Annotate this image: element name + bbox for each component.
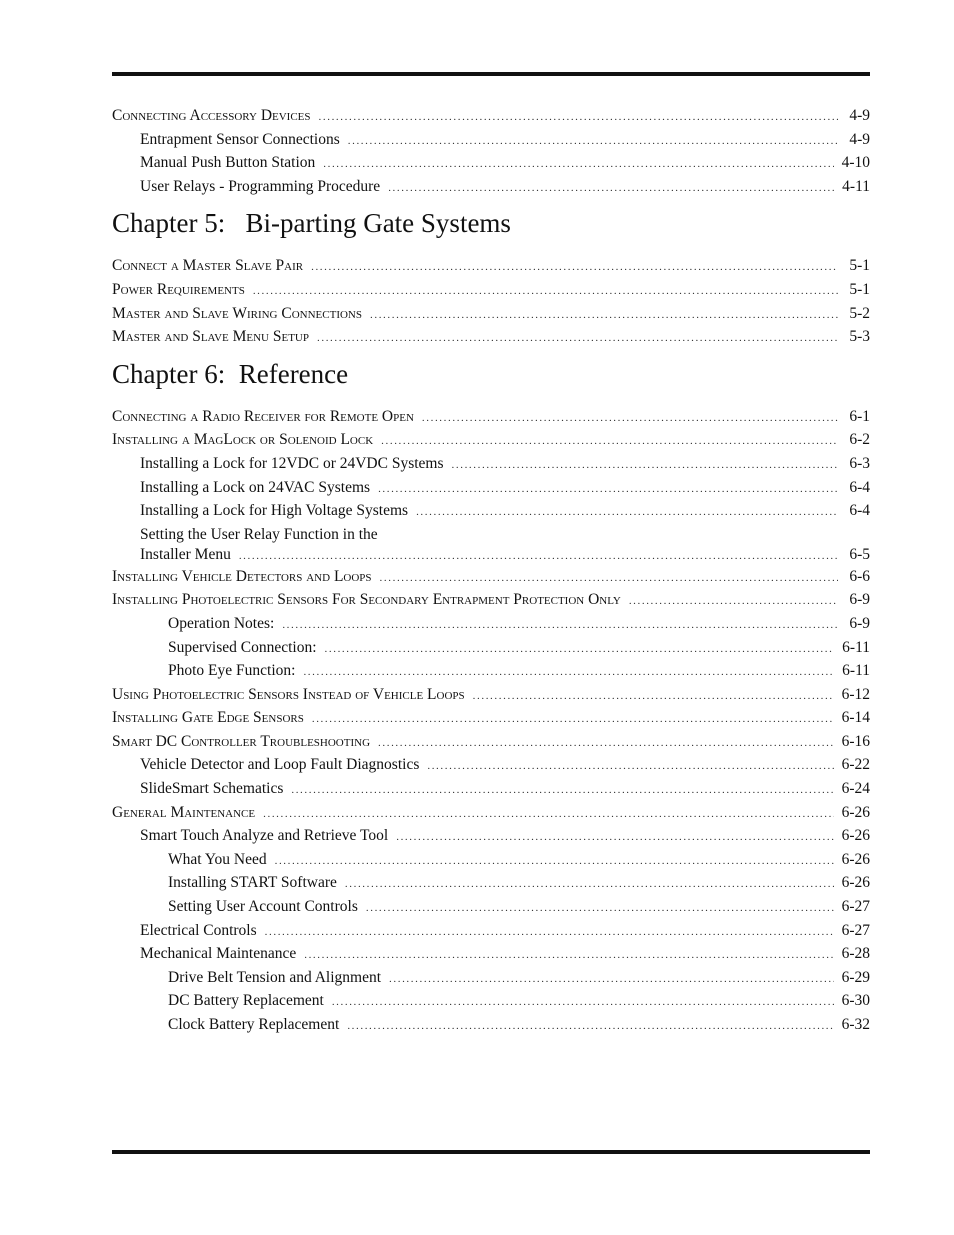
toc-entry-title: Power Requirements bbox=[112, 280, 245, 298]
toc-entry[interactable] bbox=[112, 304, 870, 328]
dot-leader bbox=[253, 281, 838, 301]
toc-entry[interactable] bbox=[112, 153, 870, 177]
toc-entry[interactable] bbox=[112, 921, 870, 945]
toc-entry[interactable] bbox=[112, 567, 870, 591]
dot-leader bbox=[396, 827, 833, 847]
dot-leader bbox=[317, 328, 838, 348]
dot-leader bbox=[427, 756, 833, 776]
toc-entry[interactable] bbox=[112, 614, 870, 638]
toc-entry-title: DC Battery Replacement bbox=[168, 992, 324, 1010]
toc-entry-title: Operation Notes: bbox=[168, 614, 275, 632]
toc-entry-page: 6-16 bbox=[841, 732, 870, 750]
dot-leader bbox=[282, 615, 838, 635]
dot-leader bbox=[348, 131, 838, 151]
toc-entry[interactable] bbox=[112, 478, 870, 502]
toc-entry-title: Using Photoelectric Sensors Instead of Vehicle Loops bbox=[112, 685, 465, 703]
toc-entry[interactable] bbox=[112, 873, 870, 897]
toc-entry[interactable] bbox=[112, 732, 870, 756]
toc-entry[interactable] bbox=[112, 803, 870, 827]
toc-entry[interactable] bbox=[112, 968, 870, 992]
toc-entry-page: 5-1 bbox=[849, 257, 870, 275]
toc-entry[interactable] bbox=[112, 755, 870, 779]
toc-entry[interactable] bbox=[112, 944, 870, 968]
dot-leader bbox=[422, 408, 838, 428]
toc-entry-title: Installing a MagLock or Solenoid Lock bbox=[112, 431, 374, 449]
toc-entry-page: 6-9 bbox=[849, 614, 870, 632]
footer-rule bbox=[112, 1150, 870, 1154]
dot-leader bbox=[303, 662, 834, 682]
toc-entry[interactable] bbox=[112, 850, 870, 874]
toc-entry-title: What You Need bbox=[168, 850, 267, 868]
toc-entry-page: 6-26 bbox=[841, 803, 870, 821]
toc-entry-page: 5-1 bbox=[849, 280, 870, 298]
toc-entry[interactable] bbox=[112, 327, 870, 351]
toc-entry[interactable] bbox=[112, 1015, 870, 1039]
toc-entry[interactable] bbox=[112, 638, 870, 662]
toc-entry[interactable] bbox=[112, 280, 870, 304]
toc-entry-title: Manual Push Button Station bbox=[140, 154, 316, 172]
dot-leader bbox=[389, 969, 834, 989]
dot-leader bbox=[311, 257, 838, 277]
toc-entry-page: 6-28 bbox=[841, 945, 870, 963]
toc-entry-title: Entrapment Sensor Connections bbox=[140, 130, 340, 148]
toc-entry-page: 6-24 bbox=[841, 780, 870, 798]
toc-entry-page: 6-27 bbox=[841, 921, 870, 939]
toc-entry-page: 6-30 bbox=[841, 992, 870, 1010]
toc-entry-title: Installing a Lock for 12VDC or 24VDC Systems bbox=[140, 454, 444, 472]
toc-entry[interactable] bbox=[112, 106, 870, 130]
toc-entry[interactable] bbox=[112, 501, 870, 525]
toc-entry-page: 4-10 bbox=[841, 154, 870, 172]
toc-entry-title: Installing a Lock on 24VAC Systems bbox=[140, 478, 371, 496]
toc-entry[interactable] bbox=[112, 130, 870, 154]
toc-entry-page: 6-1 bbox=[849, 407, 870, 425]
toc-entry-title: Installing Photoelectric Sensors For Secondary Entrapment Protection Only bbox=[112, 591, 621, 609]
dot-leader bbox=[370, 305, 838, 325]
toc-entry-title: Mechanical Maintenance bbox=[140, 945, 297, 963]
toc-chapter-6-list-b bbox=[112, 567, 870, 1039]
table-of-contents bbox=[112, 106, 870, 1039]
dot-leader bbox=[388, 178, 834, 198]
toc-entry[interactable] bbox=[112, 708, 870, 732]
toc-entry[interactable] bbox=[112, 430, 870, 454]
toc-entry-title: Master and Slave Menu Setup bbox=[112, 328, 309, 346]
toc-entry-title: Connect a Master Slave Pair bbox=[112, 257, 304, 275]
toc-entry-page: 4-11 bbox=[842, 177, 870, 195]
toc-entry-title: Master and Slave Wiring Connections bbox=[112, 304, 362, 322]
toc-entry[interactable] bbox=[112, 779, 870, 803]
toc-entry[interactable] bbox=[112, 407, 870, 431]
toc-entry-title: SlideSmart Schematics bbox=[140, 780, 284, 798]
toc-entry-page: 6-27 bbox=[841, 898, 870, 916]
chapter-6-heading: Chapter 6: Reference bbox=[112, 358, 349, 389]
toc-entry-title: Electrical Controls bbox=[140, 921, 257, 939]
toc-entry-page: 6-22 bbox=[841, 756, 870, 774]
dot-leader bbox=[473, 686, 834, 706]
toc-entry-page: 4-9 bbox=[849, 130, 870, 148]
toc-entry[interactable] bbox=[112, 454, 870, 478]
toc-entry-page: 6-4 bbox=[849, 502, 870, 520]
toc-entry-title-line2: Installer Menu bbox=[140, 545, 231, 563]
toc-entry-title: Clock Battery Replacement bbox=[168, 1016, 340, 1033]
toc-entry[interactable] bbox=[112, 590, 870, 614]
toc-entry[interactable] bbox=[112, 525, 870, 567]
toc-entry-page: 6-29 bbox=[841, 968, 870, 986]
dot-leader bbox=[378, 479, 838, 499]
toc-entry-page: 6-9 bbox=[849, 591, 870, 609]
header-rule bbox=[112, 72, 870, 76]
toc-entry-title: Smart Touch Analyze and Retrieve Tool bbox=[140, 827, 389, 845]
toc-entry-title: Drive Belt Tension and Alignment bbox=[168, 968, 382, 986]
toc-entry-title: Supervised Connection: bbox=[168, 638, 317, 656]
dot-leader bbox=[325, 639, 835, 659]
toc-entry[interactable] bbox=[112, 991, 870, 1015]
toc-entry-page: 6-11 bbox=[842, 662, 870, 680]
toc-entry-page: 6-5 bbox=[849, 545, 870, 563]
toc-entry-title: Installing a Lock for High Voltage Systems bbox=[140, 502, 409, 520]
toc-entry-page: 6-6 bbox=[849, 567, 870, 585]
dot-leader bbox=[380, 568, 838, 588]
toc-entry-page: 6-32 bbox=[841, 1016, 870, 1033]
toc-entry-page: 6-11 bbox=[842, 638, 870, 656]
toc-entry-title: General Maintenance bbox=[112, 803, 256, 821]
dot-leader bbox=[332, 992, 834, 1012]
toc-entry[interactable] bbox=[112, 685, 870, 709]
toc-entry[interactable] bbox=[112, 256, 870, 280]
dot-leader bbox=[304, 945, 833, 965]
toc-entry-page: 6-14 bbox=[841, 709, 870, 727]
dot-leader bbox=[265, 922, 834, 942]
dot-leader bbox=[629, 591, 838, 611]
toc-entry-title-line1: Setting the User Relay Function in the bbox=[140, 525, 378, 543]
toc-entry-page: 6-26 bbox=[841, 827, 870, 845]
dot-leader bbox=[381, 431, 838, 451]
dot-leader bbox=[345, 874, 834, 894]
dot-leader bbox=[452, 455, 838, 475]
toc-entry[interactable] bbox=[112, 826, 870, 850]
dot-leader bbox=[263, 804, 833, 824]
dot-leader bbox=[347, 1016, 833, 1036]
toc-entry-page: 6-4 bbox=[849, 478, 870, 496]
toc-entry-title: Smart DC Controller Troubleshooting bbox=[112, 732, 371, 750]
toc-section-accessory bbox=[112, 106, 870, 200]
toc-entry-title: Vehicle Detector and Loop Fault Diagnostics bbox=[140, 756, 420, 774]
toc-entry-title: Installing Vehicle Detectors and Loops bbox=[112, 567, 372, 585]
toc-entry[interactable] bbox=[112, 177, 870, 201]
toc-entry-title: Installing START Software bbox=[168, 874, 337, 892]
toc-entry[interactable] bbox=[112, 897, 870, 921]
toc-entry-page: 6-26 bbox=[841, 850, 870, 868]
toc-entry-page: 6-12 bbox=[841, 685, 870, 703]
toc-entry-page: 5-2 bbox=[849, 304, 870, 322]
dot-leader bbox=[291, 780, 833, 800]
dot-leader bbox=[378, 733, 834, 753]
dot-leader bbox=[239, 546, 838, 566]
dot-leader bbox=[323, 154, 833, 174]
chapter-5-heading: Chapter 5: Bi-parting Gate Systems bbox=[112, 208, 511, 239]
toc-entry-page: 5-3 bbox=[849, 328, 870, 346]
toc-entry-page: 6-3 bbox=[849, 454, 870, 472]
dot-leader bbox=[416, 502, 838, 522]
toc-chapter-5-list bbox=[112, 256, 870, 350]
toc-entry-title: Connecting a Radio Receiver for Remote Open bbox=[112, 407, 414, 425]
toc-chapter-6-list-a bbox=[112, 407, 870, 525]
toc-entry-page: 4-9 bbox=[849, 107, 870, 124]
toc-entry-page: 6-26 bbox=[841, 874, 870, 892]
dot-leader bbox=[312, 709, 834, 729]
toc-entry-title: Setting User Account Controls bbox=[168, 898, 358, 916]
toc-entry-title: Installing Gate Edge Sensors bbox=[112, 709, 304, 727]
dot-leader bbox=[275, 851, 834, 871]
toc-entry-page: 6-2 bbox=[849, 431, 870, 449]
toc-entry-title: Photo Eye Function: bbox=[168, 662, 296, 680]
toc-entry-title: User Relays - Programming Procedure bbox=[140, 177, 381, 195]
dot-leader bbox=[366, 898, 834, 918]
dot-leader bbox=[319, 107, 838, 127]
toc-entry[interactable] bbox=[112, 661, 870, 685]
toc-entry-title: Connecting Accessory Devices bbox=[112, 107, 311, 124]
